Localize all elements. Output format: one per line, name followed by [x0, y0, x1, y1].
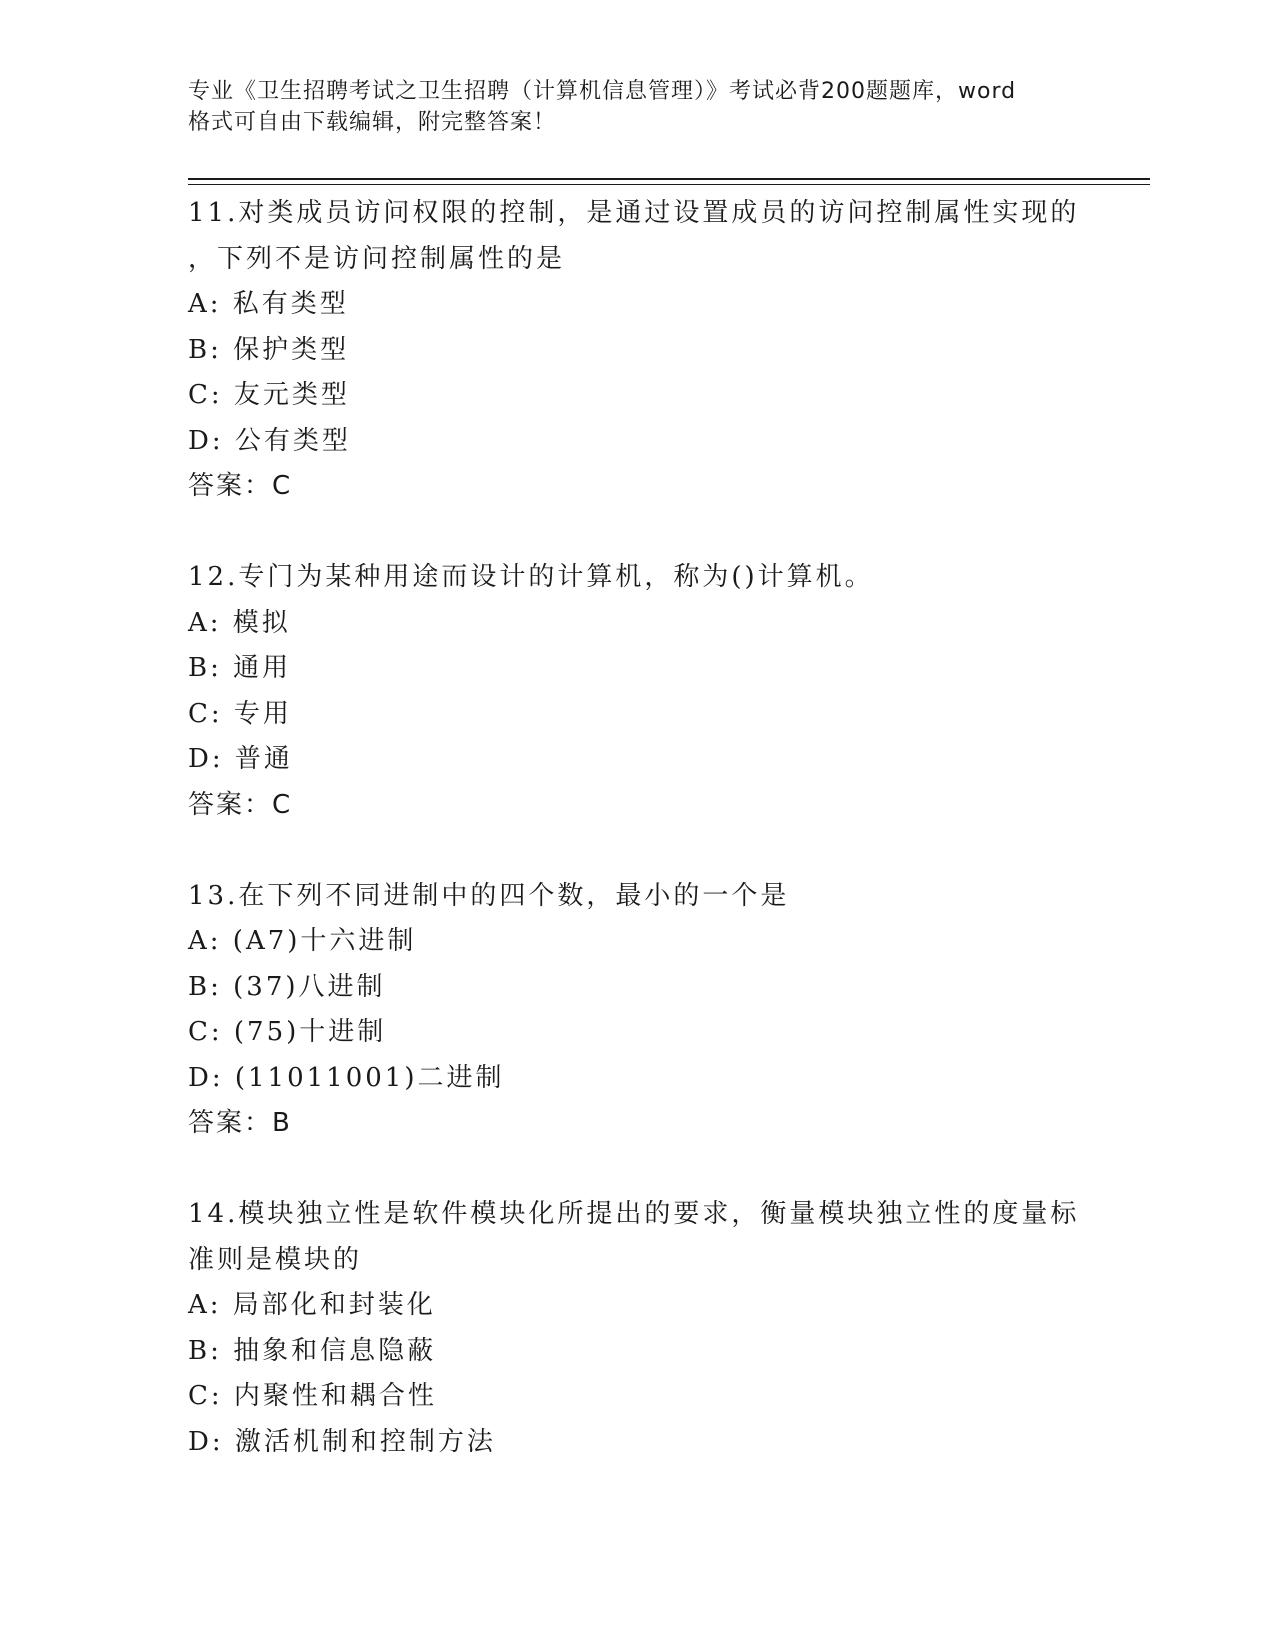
option-c: C: 友元类型 — [188, 380, 350, 410]
question-12 — [188, 555, 1088, 828]
question-stem-line: 13.在下列不同进制中的四个数，最小的一个是 — [188, 880, 790, 911]
question-spacer — [188, 1147, 1088, 1193]
question-stem-line: 准则是模块的 — [188, 1244, 363, 1275]
header-line-1: 专业《卫生招聘考试之卫生招聘（计算机信息管理）》考试必背200题题库，word — [188, 79, 1017, 104]
header-divider-thick — [188, 178, 1150, 180]
option-a: A: 模拟 — [188, 607, 291, 638]
question-stem-line: 14.模块独立性是软件模块化所提出的要求，衡量模块独立性的度量标 — [188, 1199, 1080, 1229]
answer-text: 答案：C — [188, 789, 293, 820]
option-d: D: (11011001)二进制 — [188, 1062, 505, 1093]
option-c: C: 专用 — [188, 698, 292, 729]
option-d: D: 激活机制和控制方法 — [188, 1426, 496, 1457]
question-stem-line: 11.对类成员访问权限的控制，是通过设置成员的访问控制属性实现的 — [188, 198, 1080, 228]
header-line-2: 格式可自由下载编辑，附完整答案！ — [188, 110, 557, 135]
question-stem-line: ，下列不是访问控制属性的是 — [188, 243, 566, 274]
option-a: A: 私有类型 — [188, 289, 349, 319]
option-b: B: 抽象和信息隐蔽 — [188, 1335, 437, 1366]
question-spacer — [188, 828, 1088, 874]
document-header — [188, 76, 1088, 138]
question-spacer — [188, 510, 1088, 556]
option-b: B: 通用 — [188, 653, 292, 683]
option-a: A: (A7)十六进制 — [188, 926, 417, 956]
question-14 — [188, 1192, 1088, 1465]
option-a: A: 局部化和封装化 — [188, 1290, 436, 1320]
question-stem-line: 12.专门为某种用途而设计的计算机，称为()计算机。 — [188, 562, 874, 592]
answer-text: 答案：B — [188, 1108, 292, 1138]
header-divider-thin — [188, 184, 1150, 185]
option-b: B: (37)八进制 — [188, 971, 386, 1002]
question-list — [188, 191, 1088, 1465]
option-c: C: (75)十进制 — [188, 1017, 387, 1047]
option-c: C: 内聚性和耦合性 — [188, 1381, 437, 1411]
option-d: D: 公有类型 — [188, 425, 351, 456]
option-d: D: 普通 — [188, 744, 293, 774]
question-13 — [188, 874, 1088, 1147]
answer-text: 答案：C — [188, 471, 293, 501]
option-b: B: 保护类型 — [188, 334, 350, 365]
question-11 — [188, 191, 1088, 510]
